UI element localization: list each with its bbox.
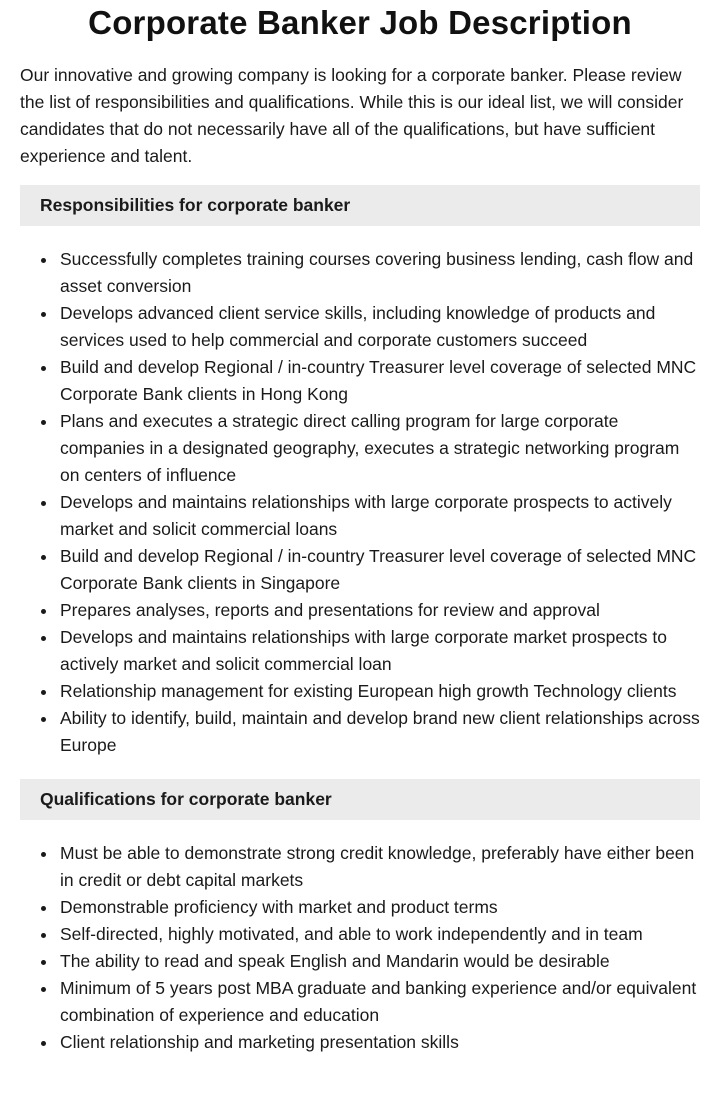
- list-item: Client relationship and marketing presentation skills: [60, 1029, 700, 1056]
- page-title: Corporate Banker Job Description: [88, 4, 632, 41]
- list-item: Demonstrable proficiency with market and product terms: [60, 894, 700, 921]
- list-item: Self-directed, highly motivated, and able to work independently and in team: [60, 921, 700, 948]
- list-item: Successfully completes training courses covering business lending, cash flow and asset conversion: [60, 246, 700, 300]
- list-item: Prepares analyses, reports and presentations for review and approval: [60, 597, 700, 624]
- responsibilities-heading: Responsibilities for corporate banker: [20, 185, 700, 226]
- qualifications-heading: Qualifications for corporate banker: [20, 779, 700, 820]
- list-item: Must be able to demonstrate strong credit knowledge, preferably have either been in credit or debt capital markets: [60, 840, 700, 894]
- intro-paragraph: Our innovative and growing company is looking for a corporate banker. Please review the list of responsibilities and qualifications. While this is our ideal list, we will consider candidates that do not necessarily have all of the qualifications, but have sufficient experience and talent.: [20, 65, 684, 166]
- list-item: Ability to identify, build, maintain and develop brand new client relationships across Europe: [60, 705, 700, 759]
- list-item: Build and develop Regional / in-country Treasurer level coverage of selected MNC Corporate Bank clients in Singapore: [60, 543, 700, 597]
- list-item: Minimum of 5 years post MBA graduate and banking experience and/or equivalent combination of experience and education: [60, 975, 700, 1029]
- list-item: The ability to read and speak English and Mandarin would be desirable: [60, 948, 700, 975]
- list-item: Develops advanced client service skills, including knowledge of products and services used to help commercial and corporate customers succeed: [60, 300, 700, 354]
- list-item: Relationship management for existing European high growth Technology clients: [60, 678, 700, 705]
- list-item: Develops and maintains relationships with large corporate market prospects to actively market and solicit commercial loan: [60, 624, 700, 678]
- qualifications-list: [20, 840, 700, 1056]
- responsibilities-list: [20, 246, 700, 759]
- list-item: Build and develop Regional / in-country Treasurer level coverage of selected MNC Corporate Bank clients in Hong Kong: [60, 354, 700, 408]
- list-item: Plans and executes a strategic direct calling program for large corporate companies in a designated geography, executes a strategic networking program on centers of influence: [60, 408, 700, 489]
- list-item: Develops and maintains relationships with large corporate prospects to actively market and solicit commercial loans: [60, 489, 700, 543]
